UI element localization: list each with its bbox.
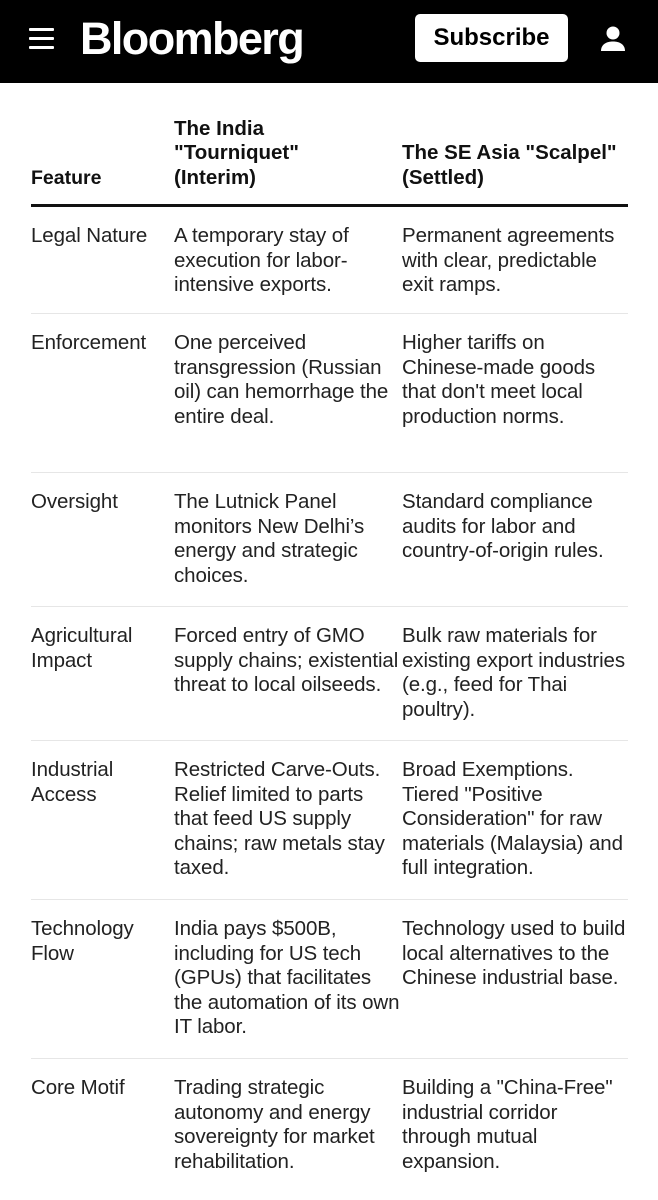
row-india-cell: Forced entry of GMO supply chains; existential threat to local oilseeds. xyxy=(174,624,399,696)
row-feature: Core Motif xyxy=(31,1076,125,1099)
table-row xyxy=(31,473,628,607)
table-row xyxy=(31,207,628,314)
row-seasia-cell: Building a "China-Free" industrial corridor through mutual expansion. xyxy=(402,1076,613,1173)
table-header-row xyxy=(31,105,628,207)
row-india-cell: The Lutnick Panel monitors New Delhi’s energy and strategic choices. xyxy=(174,490,365,587)
row-feature: Oversight xyxy=(31,490,118,513)
table-row xyxy=(31,1059,628,1189)
column-header-india xyxy=(174,117,402,191)
column-header-seasia xyxy=(402,141,628,190)
row-seasia-cell: Permanent agreements with clear, predictable exit ramps. xyxy=(402,224,615,296)
row-feature: Enforcement xyxy=(31,331,147,354)
bloomberg-logo[interactable]: Bloomberg xyxy=(80,13,304,64)
row-seasia-cell: Bulk raw materials for existing export industries (e.g., feed for Thai poultry). xyxy=(402,624,626,721)
row-india-cell: Restricted Carve-Outs. Relief limited to parts that feed US supply chains; raw metals stay taxed. xyxy=(174,758,385,879)
top-nav-bar xyxy=(0,0,658,83)
table-row xyxy=(31,900,628,1059)
comparison-table xyxy=(31,105,628,1189)
row-seasia-cell: Standard compliance audits for labor and country-of-origin rules. xyxy=(402,490,604,562)
row-seasia-cell: Technology used to build local alternatives to the Chinese industrial base. xyxy=(402,917,626,989)
table-row xyxy=(31,741,628,900)
row-india-cell: One perceived transgression (Russian oil) can hemorrhage the entire deal. xyxy=(174,331,389,428)
row-india-cell: A temporary stay of execution for labor-intensive exports. xyxy=(174,224,349,296)
row-seasia-cell: Higher tariffs on Chinese-made goods that don't meet local production norms. xyxy=(402,331,596,428)
column-header-seasia-text: The SE Asia "Scalpel" (Settled) xyxy=(402,141,617,189)
person-icon[interactable] xyxy=(598,24,628,54)
row-india-cell: Trading strategic autonomy and energy sovereignty for market rehabilitation. xyxy=(174,1076,375,1173)
hamburger-menu-icon[interactable] xyxy=(29,28,54,50)
row-feature: Technology Flow xyxy=(31,917,134,965)
row-feature: Industrial Access xyxy=(31,758,114,806)
table-row xyxy=(31,607,628,741)
table-row xyxy=(31,314,628,473)
subscribe-button[interactable]: Subscribe xyxy=(415,14,568,62)
column-header-india-text: The India "Tourniquet" (Interim) xyxy=(174,116,299,189)
row-india-cell: India pays $500B, including for US tech (GPUs) that facilitates the automation of its own IT labor. xyxy=(174,917,400,1038)
row-seasia-cell: Broad Exemptions. Tiered "Positive Consideration" for raw materials (Malaysia) and full integration. xyxy=(402,758,623,879)
column-header-feature: Feature xyxy=(31,166,102,189)
row-feature: Legal Nature xyxy=(31,224,148,247)
row-feature: Agricultural Impact xyxy=(31,624,133,672)
